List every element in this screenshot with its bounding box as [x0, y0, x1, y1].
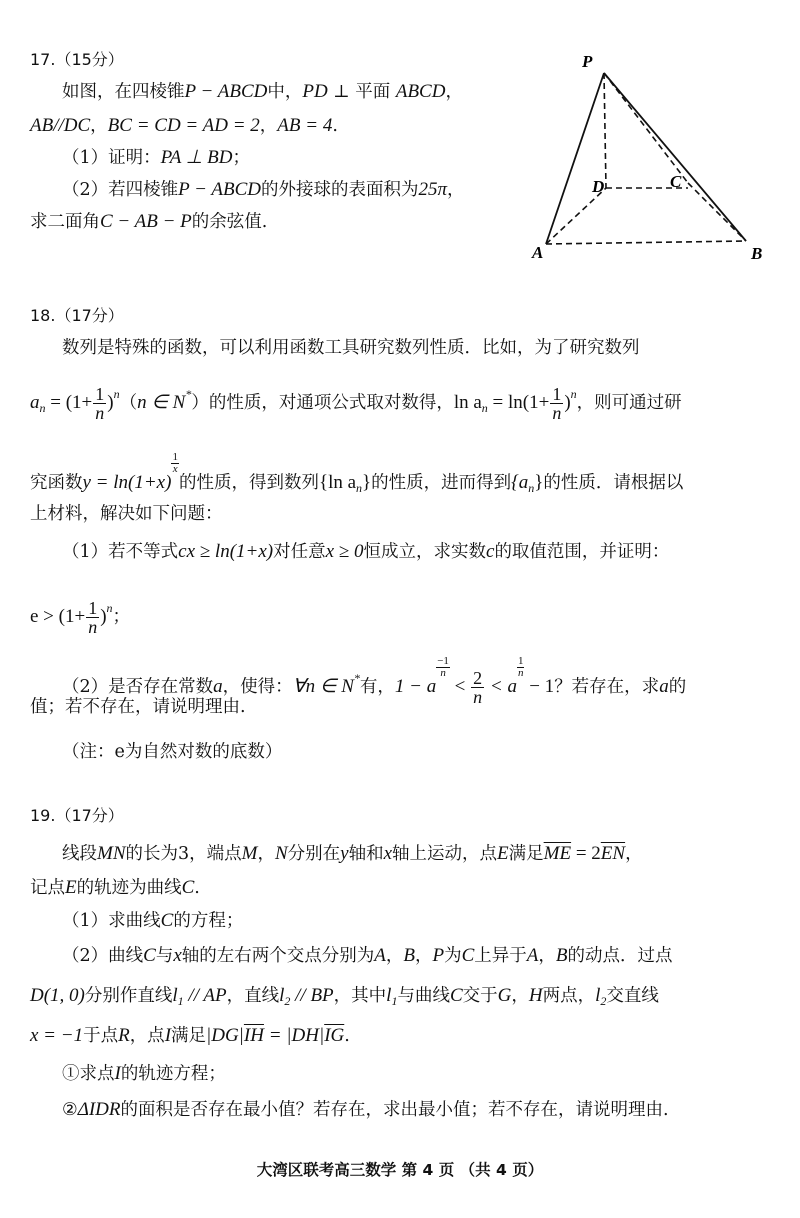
q19-line-8: ②ΔIDR的面积是否存在最小值？若存在，求出最小值；若不存在，请说明理由. [62, 1099, 669, 1120]
q19-line-5: D(1, 0)分别作直线$l_1$ // AP，直线$l_2$ // BP，其中$l_1$与曲线C交于G，H两点，$l_2$交直线 [30, 985, 659, 1008]
q19-line-4: （2）曲线C与x轴的左右两个交点分别为A，B，P为C上异于A，B的动点．过点 [62, 945, 673, 966]
q19-line-6: x = −1于点R，点I满足$|DG|\overline{IH} = |DH|\overline{IG}$. [30, 1025, 350, 1046]
q18-line-1: 数列是特殊的函数，可以利用函数工具研究数列性质．比如，为了研究数列 [62, 338, 640, 358]
label-d: D [592, 177, 605, 196]
q18-line-6: e > (1+ $\frac{1}{n}$ )$^n$； [30, 598, 131, 637]
pyramid-figure [530, 45, 790, 275]
q17-line-3: （1）证明：PA ⊥ BD； [62, 147, 250, 168]
q17-line-4: （2）若四棱锥P − ABCD的外接球的表面积为25π， [62, 179, 465, 200]
q18-line-8: 值；若不存在，请说明理由. [30, 697, 246, 717]
q19-line-2: 记点E的轨迹为曲线C. [30, 877, 200, 898]
label-b: B [751, 244, 763, 263]
q17-line-1: 如图，在四棱锥P − ABCD中，PD ⊥ 平面 ABCD， [62, 81, 463, 102]
q18-line-7: （2）是否存在常数a，使得：∀n ∈ N*有，1 − a $\frac{-1}{n}$ < $\frac{2}{n}$ < a $\frac{1}{n}$ − 1？若存在，求a的 [62, 655, 687, 707]
q17-line-5: 求二面角C − AB − P的余弦值. [30, 211, 268, 232]
page-footer: 大湾区联考高三数学 第 4 页 （共 4 页） [256, 1161, 544, 1179]
q18-line-3: 究函数y = ln(1+x) $\frac{1}{x}$ 的性质，得到数列{ln $a_n$}的性质，进而得到$\{a_n\}$的性质．请根据以 [30, 451, 684, 495]
q19-header: 19.（17分） [30, 806, 124, 825]
q18-header: 18.（17分） [30, 306, 124, 325]
q18-line-4: 上材料，解决如下问题： [30, 504, 223, 524]
q17-line-2: AB//DC，BC = CD = AD = 2，AB = 4. [30, 115, 338, 136]
label-p: P [582, 52, 593, 71]
q19-line-3: （1）求曲线C的方程； [62, 910, 244, 931]
q18-line-9: （注：e为自然对数的底数） [62, 742, 283, 762]
q19-line-7: ①求点I的轨迹方程； [62, 1063, 226, 1084]
q18-line-2: $a_n = (1+$ $\frac{1}{n}$ )$^n$（n ∈ N*）的性质，对通项公式取对数得，$\ln a_n = \ln(1+$ $\frac{1}{n}$ )$^n$，则可通过研 [30, 384, 682, 423]
q17-header: 17.（15分） [30, 50, 124, 69]
label-a: A [532, 243, 544, 262]
q19-line-1: 线段MN的长为3，端点M，N分别在y轴和x轴上运动，点E满足$\overline{ME} = 2\overline{EN}$， [62, 843, 643, 864]
q18-line-5: （1）若不等式cx ≥ ln(1+x)对任意x ≥ 0恒成立，求实数c的取值范围，并证明： [62, 541, 670, 562]
label-c: C [670, 172, 682, 191]
